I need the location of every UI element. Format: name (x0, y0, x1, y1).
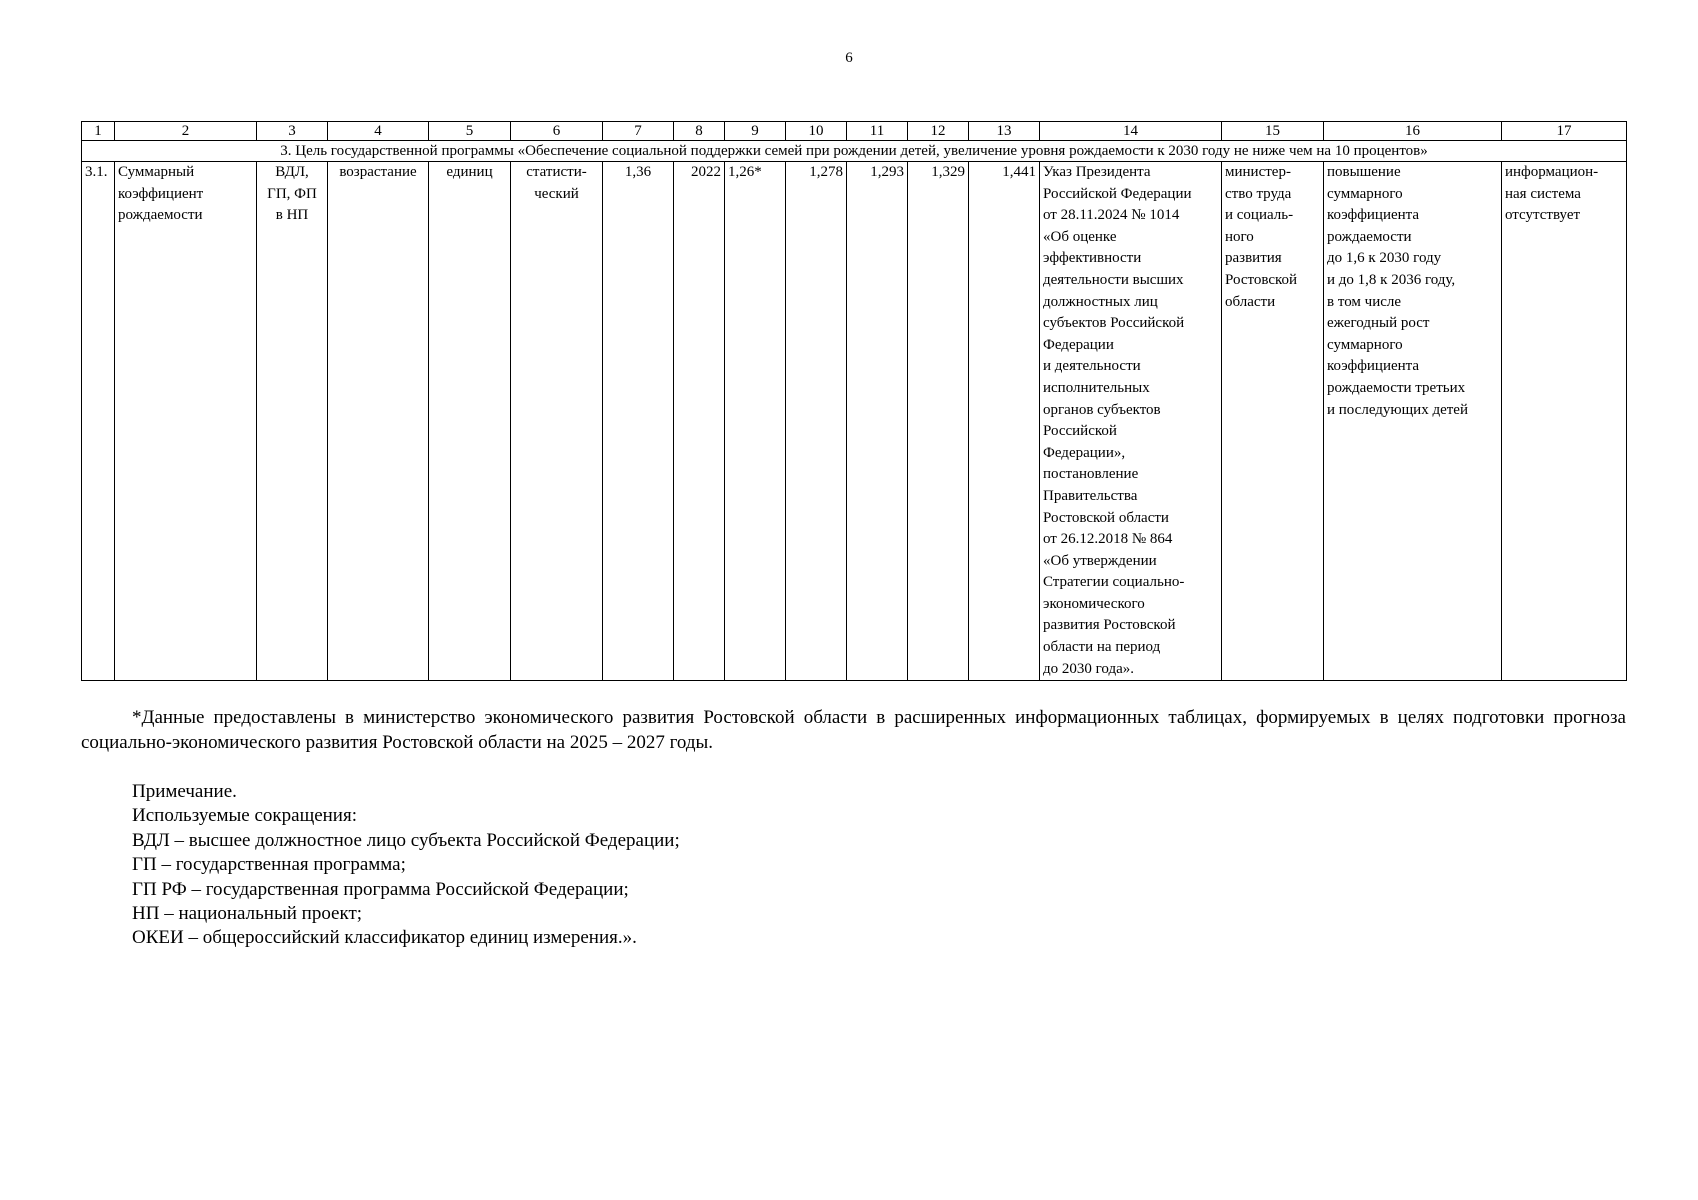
value-col-10: 1,278 (786, 162, 847, 681)
column-number: 15 (1222, 122, 1324, 141)
indicator-unit: единиц (429, 162, 511, 681)
column-number: 9 (725, 122, 786, 141)
indicator-trend: возрастание (328, 162, 429, 681)
table-row (82, 162, 1627, 681)
indicator-name: Суммарный коэффициент рождаемости (115, 162, 257, 681)
column-number: 11 (847, 122, 908, 141)
note-line: Используемые сокращения: (132, 805, 357, 827)
column-number: 3 (257, 122, 328, 141)
column-number-row (82, 122, 1627, 141)
note-line: ВДЛ – высшее должностное лицо субъекта Российской Федерации; (132, 829, 680, 851)
responsible-body: министер- ство труда и социаль- ного развития Ростовской области (1222, 162, 1324, 681)
goal-link: повышение суммарного коэффициента рождаемости до 1,6 к 2030 году и до 1,8 к 2036 году, в том числе ежегодный рост суммарного коэффициента рождаемости третьих и последующих детей (1324, 162, 1502, 681)
column-number: 13 (969, 122, 1040, 141)
indicator-table (81, 121, 1627, 681)
column-number: 14 (1040, 122, 1222, 141)
goal-title: 3. Цель государственной программы «Обеспечение социальной поддержки семей при рождении детей, увеличение уровня рождаемости к 2030 году не ниже чем на 10 процентов» (82, 141, 1627, 162)
column-number: 16 (1324, 122, 1502, 141)
page-number: 6 (845, 50, 853, 66)
indicator-level: ВДЛ, ГП, ФП в НП (257, 162, 328, 681)
column-number: 2 (115, 122, 257, 141)
value-col-9: 1,26* (725, 162, 786, 681)
column-number: 1 (82, 122, 115, 141)
note-line: Примечание. (132, 781, 237, 802)
column-number: 6 (511, 122, 603, 141)
base-year: 2022 (674, 162, 725, 681)
base-value: 1,36 (603, 162, 674, 681)
document-basis: Указ Президента Российской Федерации от 28.11.2024 № 1014 «Об оценке эффективности деятельности высших должностных лиц субъектов Российской Федерации и деятельности исполнительных органов субъектов Российской Федерации», постановление Правительства Ростовской области от 26.12.2018 № 864 «Об утверждении Стратегии социально- экономического развития Ростовской области на период до 2030 года». (1040, 162, 1222, 681)
column-number: 4 (328, 122, 429, 141)
column-number: 17 (1502, 122, 1627, 141)
note-line: ГП РФ – государственная программа Российской Федерации; (132, 878, 629, 900)
abbreviations-note (132, 780, 680, 951)
indicator-type: статисти- ческий (511, 162, 603, 681)
footnote: *Данные предоставлены в министерство экономического развития Ростовской области в расширенных информационных таблицах, формируемых в целях подготовки прогноза социально-экономического развития Ростовской области на 2025 – 2027 годы. (81, 707, 1626, 753)
note-line: НП – национальный проект; (132, 903, 363, 925)
value-col-11: 1,293 (847, 162, 908, 681)
row-number: 3.1. (82, 162, 115, 681)
value-col-13: 1,441 (969, 162, 1040, 681)
info-system: информацион- ная система отсутствует (1502, 162, 1627, 681)
column-number: 5 (429, 122, 511, 141)
column-number: 12 (908, 122, 969, 141)
note-line: ГП – государственная программа; (132, 854, 406, 876)
column-number: 7 (603, 122, 674, 141)
goal-row (82, 141, 1627, 162)
value-col-12: 1,329 (908, 162, 969, 681)
column-number: 10 (786, 122, 847, 141)
column-number: 8 (674, 122, 725, 141)
note-line: ОКЕИ – общероссийский классификатор единиц измерения.». (132, 927, 637, 949)
